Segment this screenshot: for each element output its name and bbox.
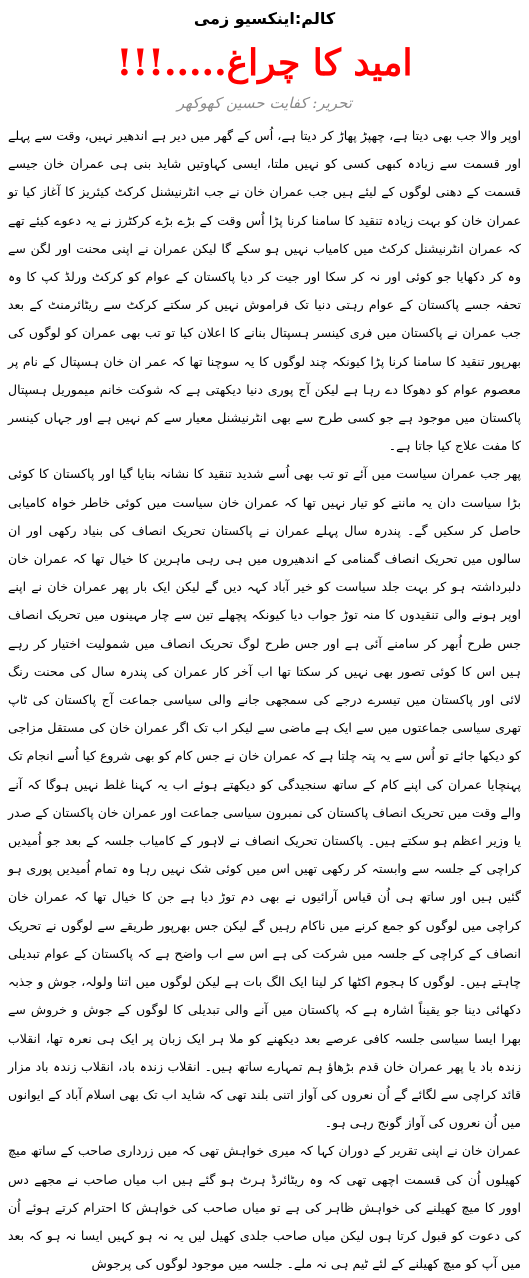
author-byline: تحریر: کفایت حسین کھوکھر bbox=[177, 94, 352, 112]
article-body bbox=[8, 122, 521, 1278]
title-row bbox=[8, 34, 521, 92]
article-paragraph: عمران خان نے اپنی تقریر کے دوران کہا کہ میری خواہش تھی کہ میں زرداری صاحب کے ساتھ میچ کھیلوں اُن کی قسمت اچھی تھی کہ وہ ریٹائرڈ ہرٹ ہو گئے ہیں اب میاں صاحب نے مجھے دس اوور کا میچ کھیلنے کی خواہش ظاہر کی ہے تو میاں صاحب کی خواہش کا احترام کرتے ہوئے اُن کی دعوت کو قبول کرتا ہوں لیکن میاں صاحب جلدی کھیل لیں یہ نہ ہو کہیں ایسا نہ ہو کہ بعد میں آپ کو میچ کھیلنے کے لئے ٹیم ہی نہ ملے۔ جلسہ میں موجود لوگوں کی پرجوش bbox=[8, 1143, 521, 1272]
byline-row bbox=[8, 92, 521, 118]
article-title: امید کا چراغ.....!!! bbox=[116, 42, 413, 84]
column-label: کالم:اینکسیو زمی bbox=[193, 9, 336, 28]
article-paragraph: اوپر والا جب بھی دیتا ہے، چھپڑ پھاڑ کر دیتا ہے، اُس کے گھر میں دیر ہے اندھیر نہیں، وقت سے پہلے اور قسمت سے زیادہ کبھی کسی کو نہیں ملتا، ایسی کہاوتیں شاید بنی ہی عمران خان جیسے قسمت کے دھنی لوگوں کے لیئے ہیں جب عمران خان نے جب انٹرنیشنل کرکٹ کیئریز کا آغاز کیا تو عمران خان کو بہت زیادہ تنقید کا سامنا کرنا پڑا اُس وقت کے بڑے بڑے کرکٹرز نے یہ دعوے کیئے تھے کہ عمران انٹرنیشنل کرکٹ میں کامیاب نہیں ہو سکے گا لیکن عمران نے اپنی محنت اور لگن سے وہ کر دکھایا جو کوئی اور نہ کر سکا اور جیت کر دیا پاکستان کے عوام کو کرکٹ ورلڈ کپ کا وہ تحفہ جسے پاکستان کے عوام رہتی دنیا تک فراموش نہیں کر سکتے کرکٹ سے ریٹائرمنٹ کے بعد جب عمران نے پاکستان میں فری کینسر ہسپتال بنانے کا اعلان کیا تو تب بھی عمران کو لوگوں کی بھرپور تنقید کا سامنا کرنا پڑا کیونکہ چند لوگوں کا یہ سوچنا تھا کہ عمر ان خان ہسپتال کے نام پر معصوم عوام کو دھوکا دے رہا ہے لیکن آج پوری دنیا دیکھتی ہے کہ شوکت خانم میموریل ہسپتال پاکستان میں موجود ہے جو کسی طرح سے بھی انٹرنیشنل معیار سے کم نہیں ہے اور جہاں کینسر کا مفت علاج کیا جاتا ہے۔ bbox=[8, 128, 521, 454]
article-paragraph: پھر جب عمران سیاست میں آئے تو تب بھی اُسے شدید تنقید کا نشانہ بنایا گیا اور پاکستان کا کوئی بڑا سیاست دان یہ ماننے کو تیار نہیں تھا کہ عمران خان سیاست میں کوئی خاطر خواہ کامیابی حاصل کر سکیں گے۔ پندرہ سال پہلے عمران نے پاکستان تحریک انصاف کی بنیاد رکھی اور ان سالوں میں تحریک انصاف گمنامی کے اندھیروں میں ہی رہی ماہرین کا خیال تھا کہ عمران خان دلبرداشتہ ہو کر بہت جلد سیاست کو خیر آباد کہہ دیں گے لیکن ایک بار پھر عمران خان نے اپنے اوپر ہونے والی تنقیدوں کا منہ توڑ جواب دیا کیونکہ پچھلے تین سے چار مہینوں میں تحریک انصاف جس طرح اُبھر کر سامنے آئی ہے اور جس طرح لوگ تحریک انصاف میں شمولیت اختیار کر رہے ہیں اس کا کوئی تصور بھی نہیں کر سکتا تھا اب آخر کار عمران کی پندرہ سال کی محنت رنگ لائی اور پاکستان میں تیسرے درجے کی سمجھی جانے والی سیاسی جماعت آج پاکستان کی ٹاپ تھری سیاسی جماعتوں میں سے ایک ہے ماضی سے لیکر اب تک اگر عمران خان کی مستقل مزاجی کو دیکھا جائے تو اُس سے یہ پتہ چلتا ہے کہ عمران خان نے جس کام کو بھی شروع کیا اُسے انجام تک پہنچایا عمران کی اپنے کام کے ساتھ سنجیدگی کو دیکھتے ہوئے اب یہ کہنا غلط نہیں ہوگا کہ آنے والے وقت میں تحریک انصاف پاکستان کی نمبرون سیاسی جماعت اور عمران خان پاکستان کے صدر یا وزیر اعظم ہو سکتے ہیں۔ پاکستان تحریک انصاف نے لاہور کے کامیاب جلسہ کے بعد جو اُمیدیں کراچی کے جلسہ سے وابستہ کر رکھی تھیں اس میں کوئی شک نہیں رہا وہ تمام اُمیدیں پوری ہو گئیں ہیں اور ساتھ ہی اُن قیاس آرائیوں نے بھی دم توڑ دیا ہے جن کا خیال تھا کہ عمران خان کراچی میں لوگوں کو جمع کرنے میں ناکام رہیں گے لیکن جس بھرپور طریقے سے لوگوں نے تحریک انصاف کے کراچی کے جلسہ میں شرکت کی ہے اس سے اب واضح ہے کہ پاکستان کے عوام تبدیلی چاہتے ہیں۔ لوگوں کا ہجوم اکٹھا کر لینا ایک الگ بات ہے لیکن لوگوں میں اتنا ولولہ، جوش و جذبہ دکھائی دینا جو یقیناً اشارہ ہے کہ پاکستان میں آنے والی تبدیلی کا لوگوں کے جوش و خروش سے بھرا ایسا سیاسی جلسہ کافی عرصے بعد دیکھنے کو ملا ہر ایک زبان پر ایک ہی نعرہ تھا، انقلاب زندہ باد یا پھر عمران خان قدم بڑھاؤ ہم تمہارے ساتھ ہیں۔ انقلاب زندہ باد، انقلاب زندہ باد مزار قائد کراچی سے لگائے گے اُن نعروں کی آواز اتنی بلند تھی کہ شاید اب تک بھی اسلام آباد کے ایوانوں میں اُن نعروں کی آواز گونج رہی ہو۔ bbox=[8, 466, 521, 1131]
